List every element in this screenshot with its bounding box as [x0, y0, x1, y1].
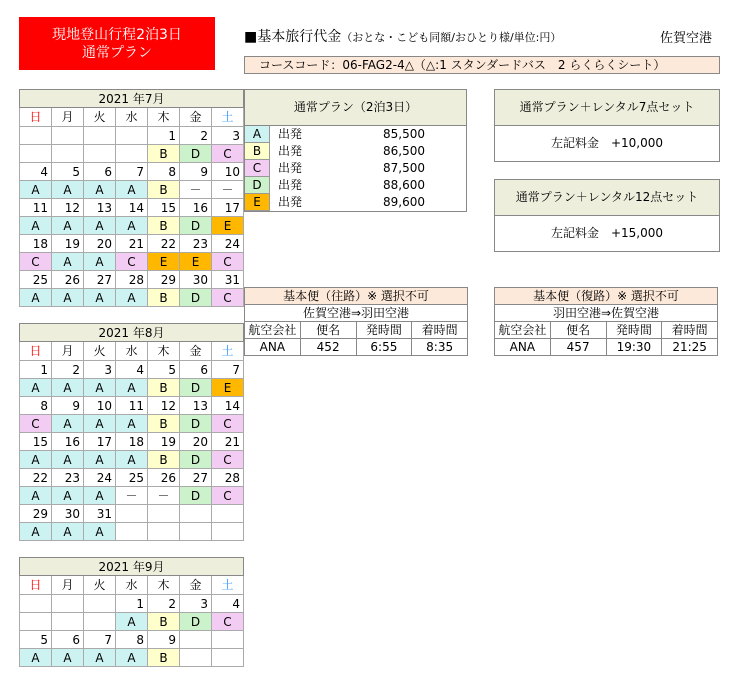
calendar-month-title: 2021 年8月: [20, 324, 244, 342]
calendar-day-number: 23: [52, 469, 84, 487]
calendar-day-code: A: [52, 415, 84, 433]
return-header-airline: 航空会社: [495, 322, 551, 339]
return-flight-route: 羽田空港⇒佐賀空港: [495, 305, 718, 322]
outbound-header-airline: 航空会社: [245, 322, 301, 339]
calendar-day-code: C: [212, 253, 244, 271]
calendar-day-number: 6: [52, 631, 84, 649]
price-amount: 89,600: [383, 195, 425, 209]
price-row: [245, 126, 466, 143]
price-label: 出発: [277, 161, 302, 175]
calendar-day-code: A: [52, 253, 84, 271]
price-row: [245, 194, 466, 211]
calendar-day-code: B: [148, 415, 180, 433]
calendar-day-number: 30: [180, 271, 212, 289]
price-table-title: 通常プラン（2泊3日）: [245, 90, 466, 126]
calendar-month: [19, 89, 244, 307]
plan-title-line2: 通常プラン: [82, 44, 152, 61]
calendar-day-code: D: [180, 289, 212, 307]
calendar-day-code: A: [52, 451, 84, 469]
calendar-day-number: [116, 127, 148, 145]
calendar-day-number: 11: [116, 397, 148, 415]
calendar-day-number: 15: [148, 199, 180, 217]
return-flight-title: 基本便（復路）※ 選択不可: [495, 288, 718, 305]
plan-title-line1: 現地登山行程2泊3日: [52, 26, 182, 43]
calendar-day-number: 5: [20, 631, 52, 649]
calendar-day-number: 10: [84, 397, 116, 415]
calendar-day-code: A: [116, 649, 148, 667]
calendar-day-code: A: [116, 379, 148, 397]
weekday-header: 火: [84, 576, 116, 595]
weekday-header: 土: [212, 342, 244, 361]
calendar-day-number: 25: [116, 469, 148, 487]
calendar-day-code: A: [116, 289, 148, 307]
calendar-day-code: [212, 649, 244, 667]
calendar-day-number: 6: [84, 163, 116, 181]
calendar-day-number: 2: [180, 127, 212, 145]
calendar-day-code: A: [52, 217, 84, 235]
calendar-day-number: 6: [180, 361, 212, 379]
calendar-day-code: B: [148, 217, 180, 235]
calendar-day-number: [20, 595, 52, 613]
calendar-day-code: B: [148, 613, 180, 631]
calendar-day-code: C: [212, 487, 244, 505]
calendar-day-code: [52, 613, 84, 631]
outbound-arrive-time: 8:35: [412, 339, 468, 356]
weekday-header: 金: [180, 342, 212, 361]
calendar-day-number: 12: [148, 397, 180, 415]
weekday-header: 日: [20, 576, 52, 595]
calendar-day-code: A: [116, 181, 148, 199]
calendar-day-code: A: [52, 289, 84, 307]
calendar-day-code: A: [84, 379, 116, 397]
calendar-day-number: 18: [20, 235, 52, 253]
calendar-day-number: 28: [116, 271, 148, 289]
calendar-day-code: D: [180, 379, 212, 397]
calendar-day-number: 13: [84, 199, 116, 217]
weekday-header: 水: [116, 576, 148, 595]
calendar-day-code: B: [148, 181, 180, 199]
weekday-header: 月: [52, 342, 84, 361]
calendar-day-number: 4: [212, 595, 244, 613]
calendar-day-code: A: [116, 415, 148, 433]
calendar-day-code: A: [20, 379, 52, 397]
calendar-day-code: [116, 145, 148, 163]
calendar-day-code: B: [148, 145, 180, 163]
price-amount: 86,500: [383, 144, 425, 158]
outbound-header-flight-no: 便名: [300, 322, 356, 339]
price-table: [244, 89, 467, 212]
price-code: E: [245, 194, 270, 211]
calendar-day-code: C: [116, 253, 148, 271]
calendar-day-number: 13: [180, 397, 212, 415]
calendar-day-number: 27: [180, 469, 212, 487]
calendar-day-number: 2: [148, 595, 180, 613]
calendar-day-code: A: [52, 523, 84, 541]
weekday-header: 土: [212, 576, 244, 595]
weekday-header: 木: [148, 108, 180, 127]
calendar-day-code: D: [180, 613, 212, 631]
calendar-day-code: C: [212, 415, 244, 433]
calendar-day-number: 16: [180, 199, 212, 217]
calendar-day-code: A: [52, 649, 84, 667]
calendar-day-number: 27: [84, 271, 116, 289]
price-code: B: [245, 143, 270, 160]
calendar-day-number: 24: [212, 235, 244, 253]
calendar-day-code: D: [180, 487, 212, 505]
calendar-day-code: －: [212, 181, 244, 199]
calendar-day-code: C: [212, 613, 244, 631]
calendar-day-number: 14: [116, 199, 148, 217]
calendar-day-number: 29: [20, 505, 52, 523]
price-row: [245, 143, 466, 160]
calendar-day-number: 29: [148, 271, 180, 289]
calendar-day-number: 8: [20, 397, 52, 415]
outbound-airline: ANA: [245, 339, 301, 356]
calendar-day-code: A: [52, 181, 84, 199]
calendar-day-number: 30: [52, 505, 84, 523]
calendar-day-code: C: [20, 415, 52, 433]
calendar-day-number: 4: [20, 163, 52, 181]
outbound-flight-title: 基本便（往路）※ 選択不可: [245, 288, 468, 305]
price-code: A: [245, 126, 270, 143]
calendar-day-number: [212, 631, 244, 649]
calendar-day-code: D: [180, 451, 212, 469]
calendar-day-number: 19: [148, 433, 180, 451]
calendar-day-number: 3: [180, 595, 212, 613]
plan-title-box: [19, 17, 215, 70]
return-depart-time: 19:30: [606, 339, 662, 356]
calendar-day-number: 2: [52, 361, 84, 379]
return-flight-no: 457: [550, 339, 606, 356]
price-heading-main: ■基本旅行代金: [244, 29, 342, 45]
calendar-day-code: A: [84, 487, 116, 505]
return-arrive-time: 21:25: [662, 339, 718, 356]
calendar-day-number: 16: [52, 433, 84, 451]
calendar-day-code: A: [116, 613, 148, 631]
calendar-day-number: 21: [212, 433, 244, 451]
calendar-day-code: A: [20, 649, 52, 667]
calendar-day-number: [180, 631, 212, 649]
weekday-header: 月: [52, 576, 84, 595]
calendar-day-number: 8: [148, 163, 180, 181]
calendar-day-number: 21: [116, 235, 148, 253]
weekday-header: 金: [180, 576, 212, 595]
calendar-day-number: 9: [180, 163, 212, 181]
calendar-day-number: 5: [148, 361, 180, 379]
return-airline: ANA: [495, 339, 551, 356]
calendar-day-code: A: [84, 253, 116, 271]
calendar-day-number: 11: [20, 199, 52, 217]
calendar-day-number: [180, 505, 212, 523]
calendar-day-number: 1: [20, 361, 52, 379]
rental-12-price: 左記料金 +15,000: [550, 226, 664, 240]
calendar-day-code: [180, 649, 212, 667]
calendar-day-number: [84, 595, 116, 613]
calendar-day-code: A: [52, 487, 84, 505]
calendar-day-code: A: [20, 451, 52, 469]
return-header-arrive: 着時間: [662, 322, 718, 339]
calendar-day-number: 19: [52, 235, 84, 253]
calendar-day-number: [20, 127, 52, 145]
price-amount: 87,500: [383, 161, 425, 175]
price-row: [245, 177, 466, 194]
calendar-day-number: [52, 127, 84, 145]
calendar-day-number: 25: [20, 271, 52, 289]
return-header-flight-no: 便名: [550, 322, 606, 339]
calendar-day-code: E: [180, 253, 212, 271]
price-rows: [245, 126, 466, 211]
calendar-day-code: [84, 145, 116, 163]
calendar-day-code: [148, 523, 180, 541]
calendar-day-code: A: [20, 217, 52, 235]
price-label: 出発: [277, 195, 302, 209]
calendar-day-code: A: [84, 649, 116, 667]
course-code: コースコード：06-FAG2-4△（△:1 スタンダードバス 2 らくらくシート）: [244, 56, 720, 74]
calendar-day-number: 4: [116, 361, 148, 379]
calendar-day-number: 20: [84, 235, 116, 253]
calendar-day-code: B: [148, 451, 180, 469]
calendar-day-number: 26: [148, 469, 180, 487]
calendar-day-code: A: [116, 451, 148, 469]
calendar-day-number: 20: [180, 433, 212, 451]
calendar-day-code: A: [84, 289, 116, 307]
calendar-day-code: A: [84, 181, 116, 199]
price-code: C: [245, 160, 270, 177]
calendar-day-number: 1: [116, 595, 148, 613]
calendar-day-code: A: [20, 289, 52, 307]
calendar-day-code: D: [180, 145, 212, 163]
price-amount: 85,500: [383, 127, 425, 141]
rental-12-option: [494, 179, 720, 252]
return-flight-table: [494, 287, 718, 356]
calendar-day-number: [148, 505, 180, 523]
outbound-flight-no: 452: [300, 339, 356, 356]
weekday-header: 土: [212, 108, 244, 127]
price-heading: [244, 26, 561, 46]
calendar-day-number: 24: [84, 469, 116, 487]
return-header-depart: 発時間: [606, 322, 662, 339]
rental-7-price: 左記料金 +10,000: [550, 136, 664, 150]
weekday-header: 水: [116, 342, 148, 361]
outbound-flight-route: 佐賀空港⇒羽田空港: [245, 305, 468, 322]
calendar-day-code: C: [20, 253, 52, 271]
calendar-day-number: [212, 505, 244, 523]
calendar-day-number: 26: [52, 271, 84, 289]
rental-7-title: 通常プラン＋レンタル7点セット: [495, 90, 719, 126]
calendar-month: [19, 557, 244, 667]
calendar-day-number: 5: [52, 163, 84, 181]
calendar-day-number: 3: [212, 127, 244, 145]
calendar-day-code: A: [20, 181, 52, 199]
price-label: 出発: [277, 178, 302, 192]
calendar-day-code: C: [212, 451, 244, 469]
price-code: D: [245, 177, 270, 194]
calendar-day-code: [180, 523, 212, 541]
price-heading-sub: （おとな・こども同額/おひとり様/単位:円）: [341, 31, 562, 44]
price-label: 出発: [277, 144, 302, 158]
departure-airport: 佐賀空港: [660, 31, 713, 46]
calendar-day-code: A: [84, 451, 116, 469]
calendar-day-code: B: [148, 379, 180, 397]
calendar-day-number: 12: [52, 199, 84, 217]
price-row: [245, 160, 466, 177]
rental-7-option: [494, 89, 720, 162]
calendar-day-code: A: [84, 217, 116, 235]
weekday-header: 木: [148, 342, 180, 361]
weekday-header: 水: [116, 108, 148, 127]
calendar-day-number: 1: [148, 127, 180, 145]
calendar-day-number: 31: [84, 505, 116, 523]
outbound-header-depart: 発時間: [356, 322, 412, 339]
calendar-month: [19, 323, 244, 541]
calendar-day-code: A: [84, 523, 116, 541]
calendar-day-number: 23: [180, 235, 212, 253]
calendar-day-number: 7: [116, 163, 148, 181]
calendar-day-number: 22: [148, 235, 180, 253]
outbound-depart-time: 6:55: [356, 339, 412, 356]
calendar-month-title: 2021 年9月: [20, 558, 244, 576]
weekday-header: 月: [52, 108, 84, 127]
calendar-day-number: 14: [212, 397, 244, 415]
calendar-day-code: A: [84, 415, 116, 433]
weekday-header: 火: [84, 108, 116, 127]
calendar-month-title: 2021 年7月: [20, 90, 244, 108]
calendar-day-code: [116, 523, 148, 541]
price-amount: 88,600: [383, 178, 425, 192]
calendar-day-code: C: [212, 289, 244, 307]
price-label: 出発: [277, 127, 302, 141]
calendar-day-code: B: [148, 289, 180, 307]
calendar-day-code: A: [20, 487, 52, 505]
calendar-day-code: [52, 145, 84, 163]
calendar-day-code: C: [212, 145, 244, 163]
calendar-day-code: D: [180, 415, 212, 433]
calendar-day-code: A: [20, 523, 52, 541]
calendar-day-code: A: [52, 379, 84, 397]
calendar-day-number: [116, 505, 148, 523]
rental-12-title: 通常プラン＋レンタル12点セット: [495, 180, 719, 216]
calendar-day-code: A: [116, 217, 148, 235]
calendar-day-code: [20, 613, 52, 631]
calendar-day-code: E: [148, 253, 180, 271]
calendar-day-number: 15: [20, 433, 52, 451]
outbound-flight-table: [244, 287, 468, 356]
calendar-day-code: [84, 613, 116, 631]
outbound-header-arrive: 着時間: [412, 322, 468, 339]
weekday-header: 日: [20, 108, 52, 127]
calendar-day-number: 9: [52, 397, 84, 415]
calendar-day-number: 17: [84, 433, 116, 451]
calendar-day-code: [212, 523, 244, 541]
calendar-day-code: E: [212, 217, 244, 235]
calendar-day-number: 28: [212, 469, 244, 487]
calendar-day-number: [84, 127, 116, 145]
calendar-day-number: [52, 595, 84, 613]
calendar-day-code: －: [148, 487, 180, 505]
calendar-day-code: [20, 145, 52, 163]
calendar-day-number: 17: [212, 199, 244, 217]
calendar-day-code: E: [212, 379, 244, 397]
calendar-day-code: －: [180, 181, 212, 199]
calendar-day-number: 3: [84, 361, 116, 379]
calendar-day-number: 10: [212, 163, 244, 181]
calendar-day-code: B: [148, 649, 180, 667]
calendar-day-code: D: [180, 217, 212, 235]
calendar-day-number: 7: [84, 631, 116, 649]
calendar-day-number: 31: [212, 271, 244, 289]
calendar-day-code: －: [116, 487, 148, 505]
weekday-header: 火: [84, 342, 116, 361]
calendar-day-number: 7: [212, 361, 244, 379]
calendar-day-number: 8: [116, 631, 148, 649]
calendar-day-number: 22: [20, 469, 52, 487]
weekday-header: 日: [20, 342, 52, 361]
calendar-day-number: 9: [148, 631, 180, 649]
calendar-day-number: 18: [116, 433, 148, 451]
weekday-header: 金: [180, 108, 212, 127]
weekday-header: 木: [148, 576, 180, 595]
